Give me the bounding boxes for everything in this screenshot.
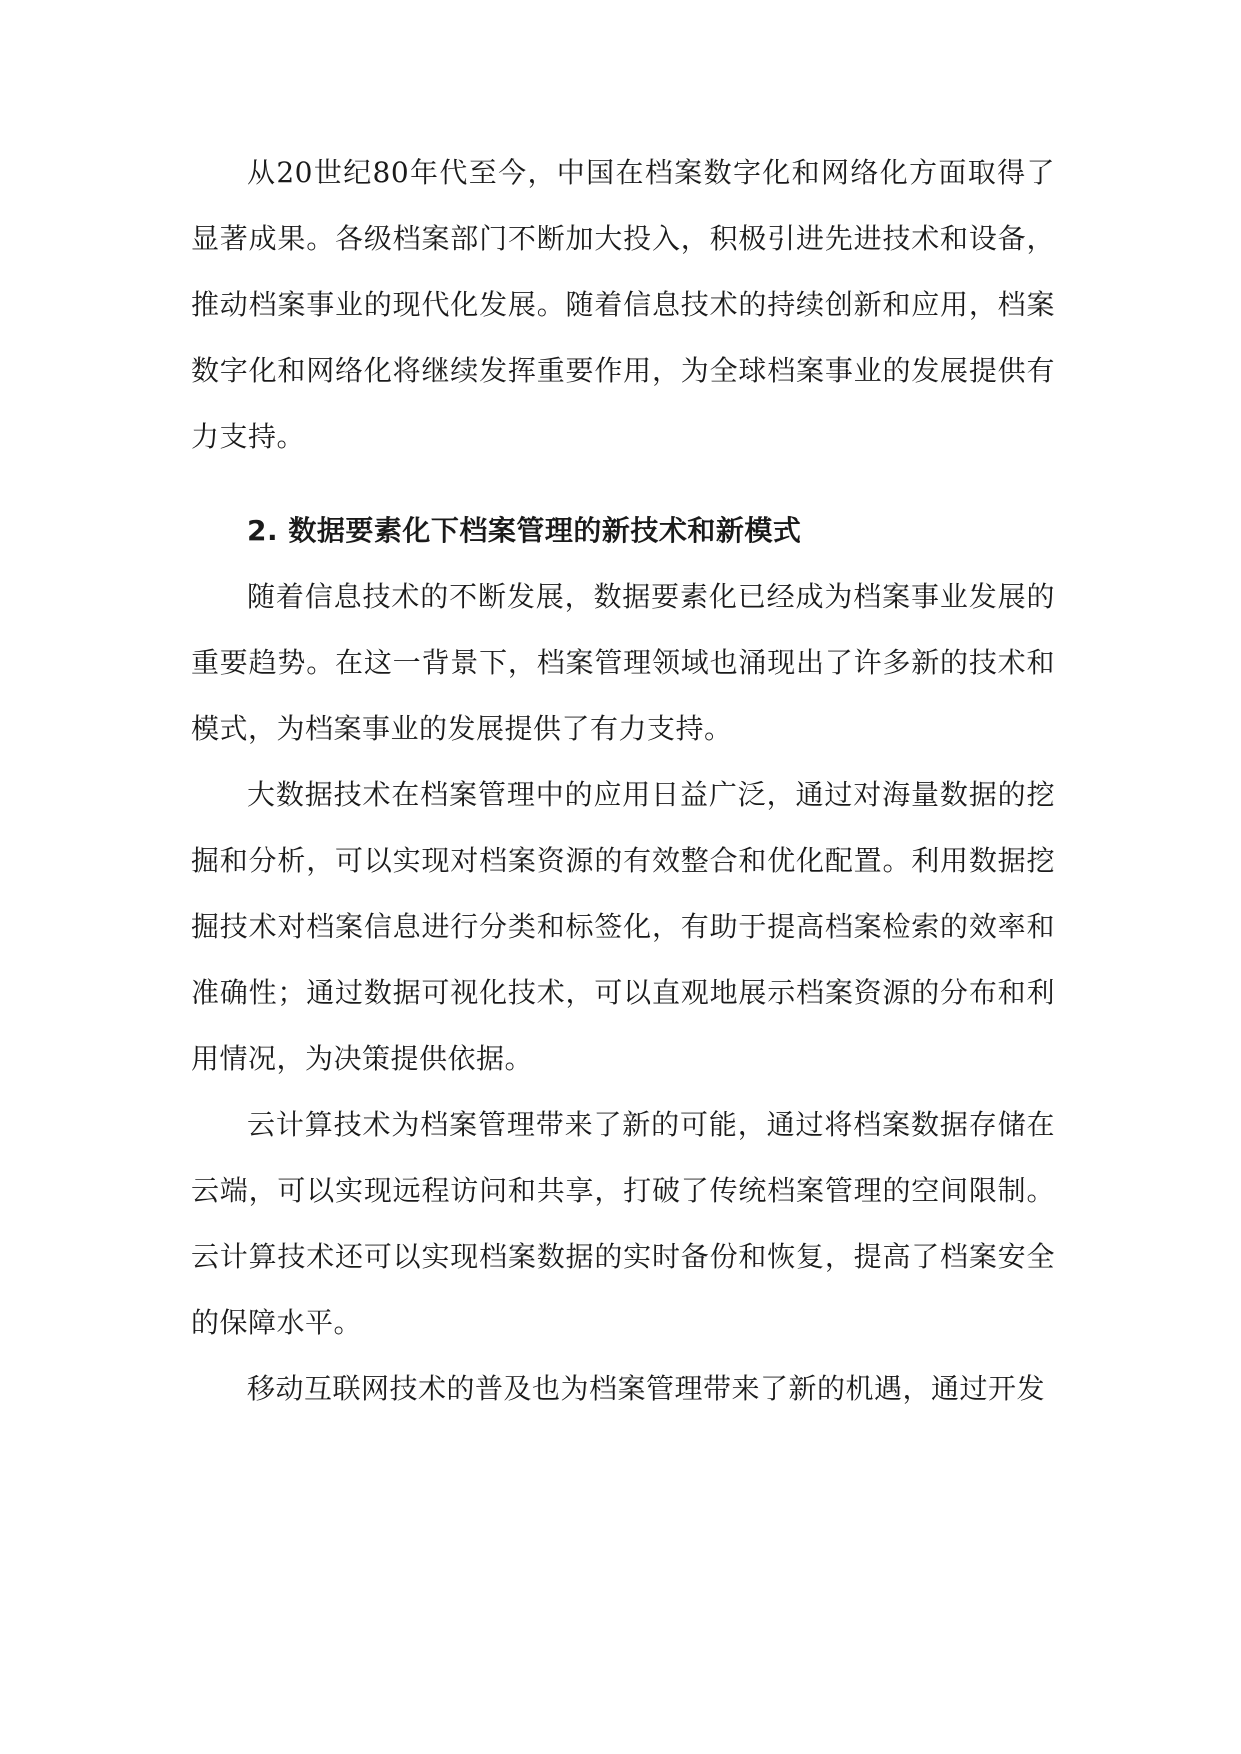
paragraph-big-data: 大数据技术在档案管理中的应用日益广泛，通过对海量数据的挖掘和分析，可以实现对档案资源的有效整合和优化配置。利用数据挖掘技术对档案信息进行分类和标签化，有助于提高档案检索的效率和准确性；通过数据可视化技术，可以直观地展示档案资源的分布和利用情况，为决策提供依据。 [191,778,1055,1075]
paragraph-spacer [191,470,1055,484]
document-page [191,140,1055,1422]
paragraph-data-trend: 随着信息技术的不断发展，数据要素化已经成为档案事业发展的重要趋势。在这一背景下，档案管理领域也涌现出了许多新的技术和模式，为档案事业的发展提供了有力支持。 [191,580,1055,745]
section-heading: 2. 数据要素化下档案管理的新技术和新模式 [247,514,802,547]
paragraph-intro: 从20世纪80年代至今，中国在档案数字化和网络化方面取得了显著成果。各级档案部门不断加大投入，积极引进先进技术和设备，推动档案事业的现代化发展。随着信息技术的持续创新和应用，档案数字化和网络化将继续发挥重要作用，为全球档案事业的发展提供有力支持。 [191,156,1055,453]
paragraph-cloud-computing: 云计算技术为档案管理带来了新的可能，通过将档案数据存储在云端，可以实现远程访问和共享，打破了传统档案管理的空间限制。云计算技术还可以实现档案数据的实时备份和恢复，提高了档案安全的保障水平。 [191,1108,1055,1339]
paragraph-mobile-internet: 移动互联网技术的普及也为档案管理带来了新的机遇，通过开发 [247,1372,1046,1405]
